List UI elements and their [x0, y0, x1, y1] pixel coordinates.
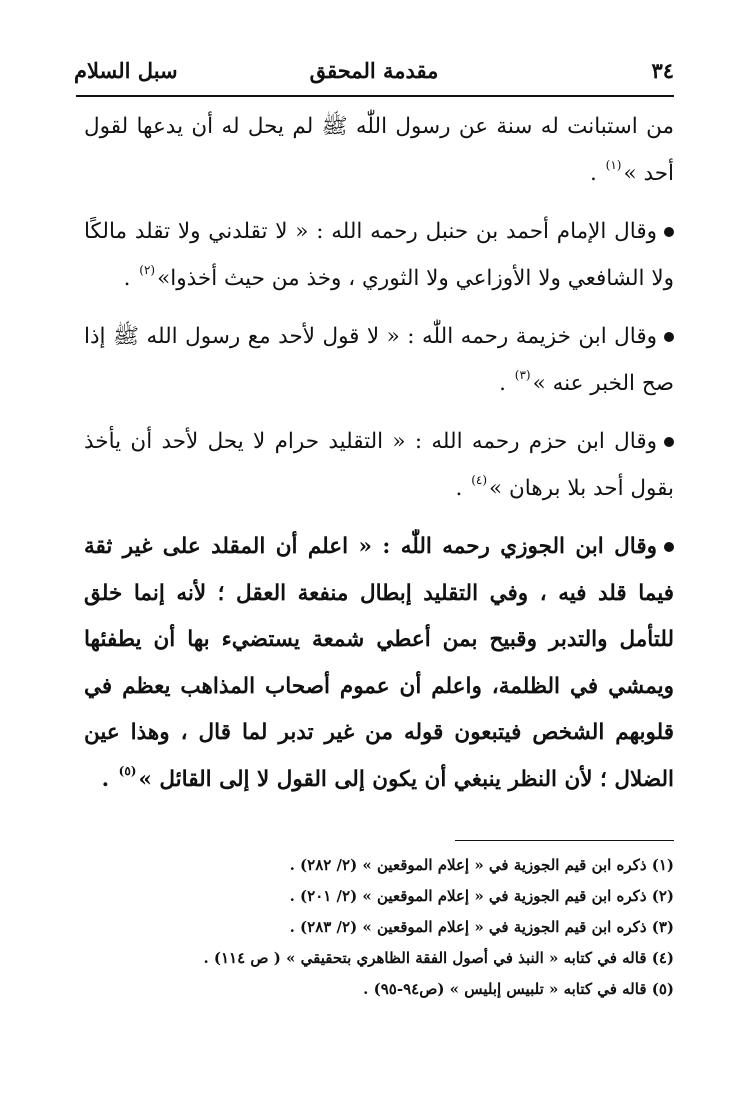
- footnote-2: (٢) ذكره ابن قيم الجوزية في « إعلام الموقعين » (٢/ ٢٠١) .: [289, 887, 674, 905]
- paragraph-end: .: [499, 370, 513, 396]
- paragraph-2: [84, 209, 674, 302]
- section-title: مقدمة المحقق: [309, 58, 439, 83]
- page-number: ٣٤: [651, 58, 674, 83]
- paragraph-1: [84, 104, 674, 197]
- book-title: سبل السلام: [74, 58, 178, 83]
- footnote-4: (٤) قاله في كتابه « النبذ في أصول الفقة الظاهري بتحقيقي » ( ص ١١٤) .: [203, 949, 674, 967]
- paragraph-end: .: [123, 265, 138, 291]
- footnote-divider: [455, 840, 674, 841]
- footnote-ref: (٣): [514, 367, 531, 382]
- footnote-ref: (١): [605, 157, 622, 172]
- footnote-ref: (٢): [139, 262, 156, 277]
- paragraph-text: وقال ابن خزيمة رحمه اللّٰه : « لا قول لأحد مع رسول الله ﷺ إذا صح الخبر عنه »: [84, 324, 674, 396]
- footnote-ref: (٥): [118, 763, 137, 778]
- footnotes: [84, 850, 674, 1005]
- paragraph-4: [84, 419, 674, 512]
- paragraph-text: وقال ابن الجوزي رحمه اللّٰه : « اعلم أن المقلد على غير ثقة فيما قلد فيه ، وفي التقليد إبطال منفعة العقل ؛ لأنه إنما خلق للتأمل والتدبر وقبيح بمن أعطي شمعة يستضيء بها أن يطفئها ويمشي في الظلمة، واعلم أن عموم أصحاب المذاهب يعظم في قلوبهم الشخص فيتبعون قوله من غير تدبر لما قال ، وهذا عين الضلال ؛ لأن النظر ينبغي أن يكون إلى القول لا إلى القائل »: [84, 534, 674, 792]
- paragraph-5: [84, 524, 674, 803]
- paragraph-text: وقال الإمام أحمد بن حنبل رحمه الله : « لا تقلدني ولا تقلد مالكًا ولا الشافعي ولا الأوزاعي ولا الثوري ، وخذ من حيث أخذوا»: [84, 219, 674, 291]
- paragraph-end: .: [455, 475, 470, 501]
- header-divider: [76, 95, 674, 97]
- paragraph-text: وقال ابن حزم رحمه الله : « التقليد حرام لا يحل لأحد أن يأخذ بقول أحد بلا برهان »: [84, 429, 674, 501]
- paragraph-3: [84, 314, 674, 407]
- footnote-1: (١) ذكره ابن قيم الجوزية في « إعلام الموقعين » (٢/ ٢٨٢) .: [289, 856, 674, 874]
- footnote-3: (٣) ذكره ابن قيم الجوزية في « إعلام الموقعين » (٢/ ٢٨٣) .: [289, 918, 674, 936]
- paragraph-end: .: [589, 160, 604, 186]
- paragraph-end: .: [101, 766, 117, 792]
- paragraph-text: من استبانت له سنة عن رسول اللّٰه ﷺ لم يحل له أن يدعها لقول أحد »: [84, 114, 674, 186]
- footnote-5: (٥) قاله في كتابه « تلبيس إبليس » (ص٩٤-٩٥) .: [363, 980, 674, 998]
- footnote-ref: (٤): [471, 472, 488, 487]
- main-text: [84, 104, 674, 803]
- page-header: [74, 52, 674, 90]
